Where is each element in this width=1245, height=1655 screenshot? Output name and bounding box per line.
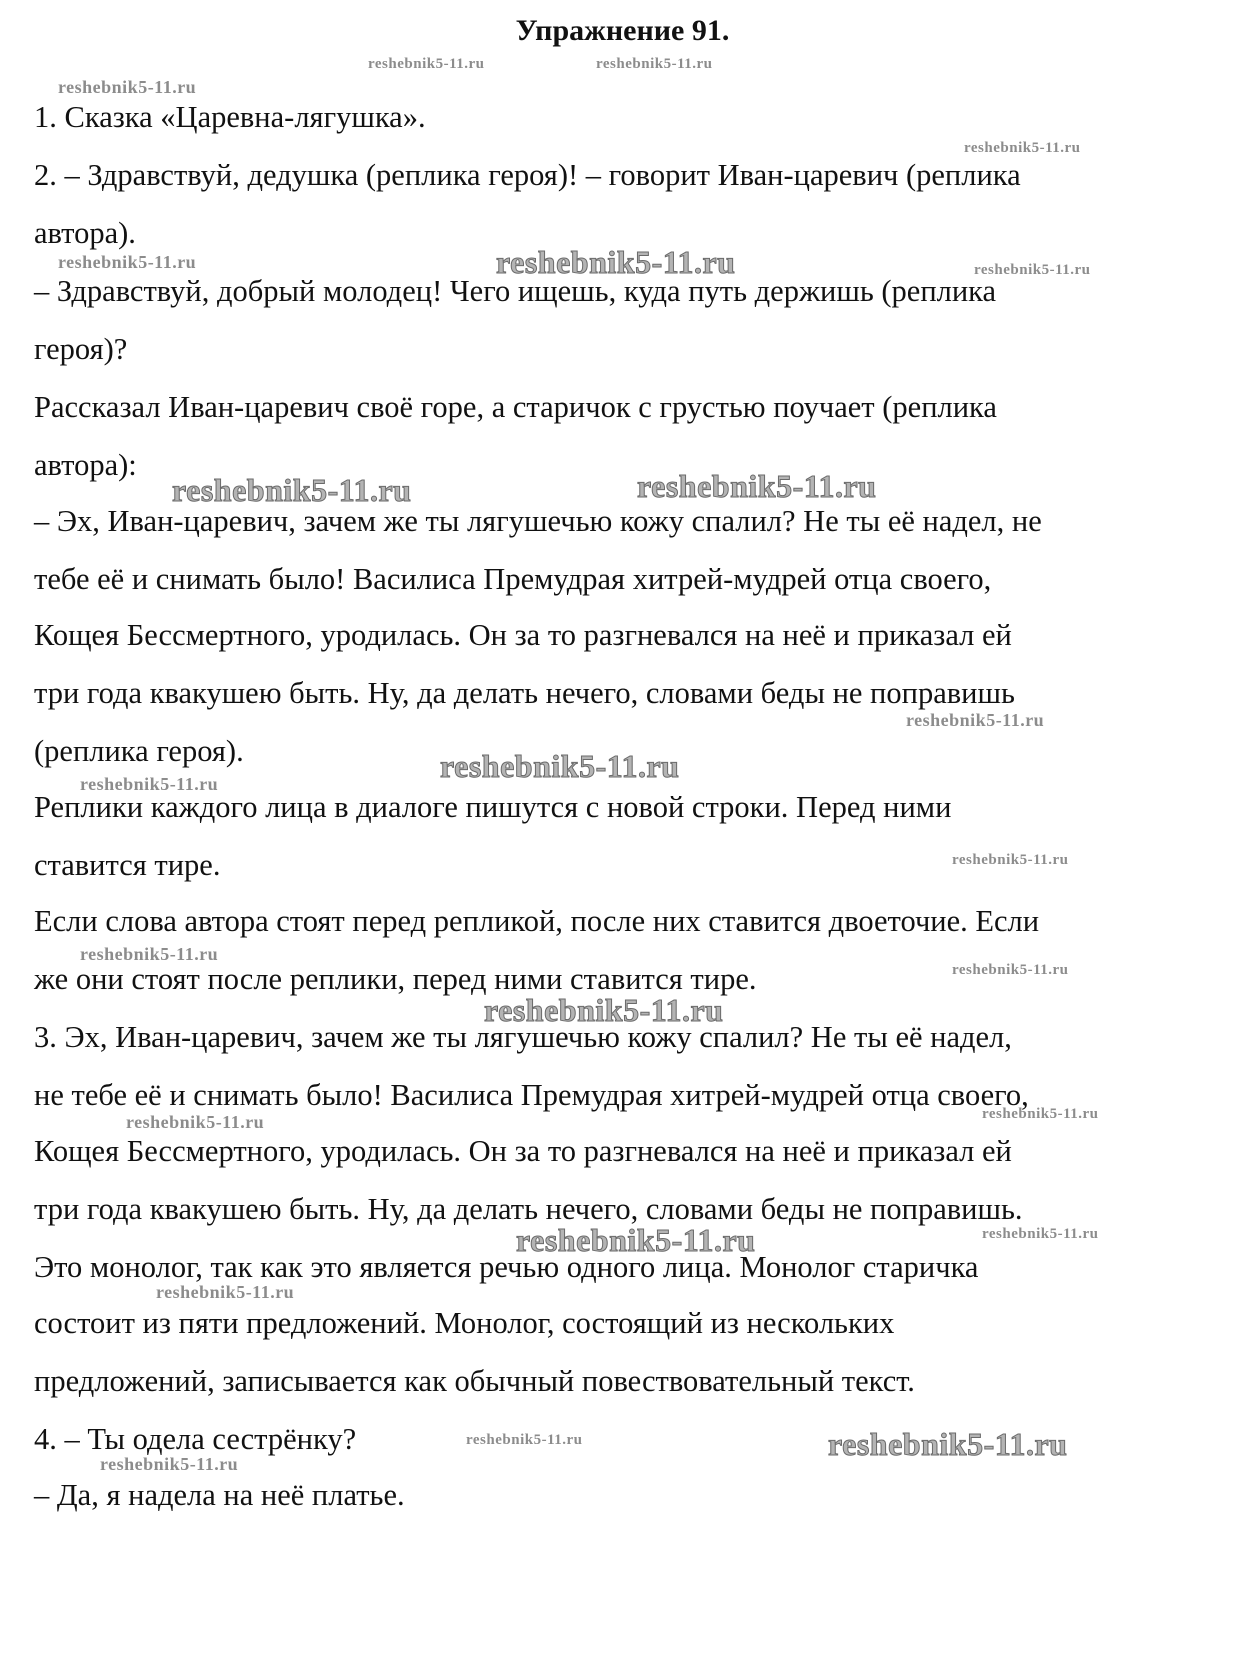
text-line: ставится тире. <box>34 848 221 882</box>
watermark: reshebnik5-11.ru <box>637 468 877 504</box>
watermark: reshebnik5-11.ru <box>982 1226 1099 1242</box>
watermark: reshebnik5-11.ru <box>100 1454 239 1474</box>
text-line: же они стоят после реплики, перед ними ставится тире. <box>34 962 757 996</box>
watermark: reshebnik5-11.ru <box>126 1112 265 1132</box>
text-line: автора): <box>34 448 137 482</box>
watermark: reshebnik5-11.ru <box>58 77 197 97</box>
text-line: три года квакушею быть. Ну, да делать нечего, словами беды не поправишь. <box>34 1192 1023 1226</box>
text-line: Если слова автора стоят перед репликой, после них ставится двоеточие. Если <box>34 904 1040 938</box>
watermark: reshebnik5-11.ru <box>466 1432 583 1448</box>
watermark: reshebnik5-11.ru <box>952 852 1069 868</box>
watermark: reshebnik5-11.ru <box>964 140 1081 156</box>
text-line: три года квакушею быть. Ну, да делать нечего, словами беды не поправишь <box>34 676 1015 710</box>
text-line: Кощея Бессмертного, уродилась. Он за то разгневался на неё и приказал ей <box>34 1134 1012 1168</box>
watermark: reshebnik5-11.ru <box>982 1106 1099 1122</box>
watermark: reshebnik5-11.ru <box>80 944 219 964</box>
watermark: reshebnik5-11.ru <box>596 56 713 72</box>
text-line: не тебе её и снимать было! Василиса Премудрая хитрей-мудрей отца своего, <box>34 1078 1029 1112</box>
text-line: Рассказал Иван-царевич своё горе, а старичок с грустью поучает (реплика <box>34 390 997 424</box>
text-line: – Да, я надела на неё платье. <box>34 1478 405 1512</box>
text-line: состоит из пяти предложений. Монолог, состоящий из нескольких <box>34 1306 895 1340</box>
watermark: reshebnik5-11.ru <box>952 962 1069 978</box>
text-line: Реплики каждого лица в диалоге пишутся с новой строки. Перед ними <box>34 790 952 824</box>
watermark: reshebnik5-11.ru <box>368 56 485 72</box>
watermark: reshebnik5-11.ru <box>516 1222 756 1258</box>
watermark: reshebnik5-11.ru <box>172 472 412 508</box>
watermark: reshebnik5-11.ru <box>440 748 680 784</box>
text-line: автора). <box>34 216 136 250</box>
text-line: тебе её и снимать было! Василиса Премудрая хитрей-мудрей отца своего, <box>34 562 992 596</box>
text-line: Это монолог, так как это является речью одного лица. Монолог старичка <box>34 1250 979 1284</box>
text-line: героя)? <box>34 332 128 366</box>
watermark: reshebnik5-11.ru <box>496 244 736 280</box>
watermark: reshebnik5-11.ru <box>484 992 724 1028</box>
watermark: reshebnik5-11.ru <box>80 774 219 794</box>
text-line: – Здравствуй, добрый молодец! Чего ищешь, куда путь держишь (реплика <box>34 274 997 308</box>
text-line: – Эх, Иван-царевич, зачем же ты лягушечью кожу спалил? Не ты её надел, не <box>34 504 1042 538</box>
text-line: 2. – Здравствуй, дедушка (реплика героя)! – говорит Иван-царевич (реплика <box>34 158 1021 192</box>
text-line: 3. Эх, Иван-царевич, зачем же ты лягушечью кожу спалил? Не ты её надел, <box>34 1020 1012 1054</box>
watermark: reshebnik5-11.ru <box>58 252 197 272</box>
text-line: 1. Сказка «Царевна-лягушка». <box>34 100 426 134</box>
text-line: Кощея Бессмертного, уродилась. Он за то разгневался на неё и приказал ей <box>34 618 1012 652</box>
watermark: reshebnik5-11.ru <box>156 1282 295 1302</box>
watermark: reshebnik5-11.ru <box>906 710 1045 730</box>
exercise-title: Упражнение 91. <box>515 14 730 47</box>
text-line: 4. – Ты одела сестрёнку? <box>34 1422 357 1456</box>
text-line: (реплика героя). <box>34 734 244 768</box>
text-line: предложений, записывается как обычный повествовательный текст. <box>34 1364 915 1398</box>
watermark: reshebnik5-11.ru <box>828 1426 1068 1462</box>
watermark: reshebnik5-11.ru <box>974 262 1091 278</box>
